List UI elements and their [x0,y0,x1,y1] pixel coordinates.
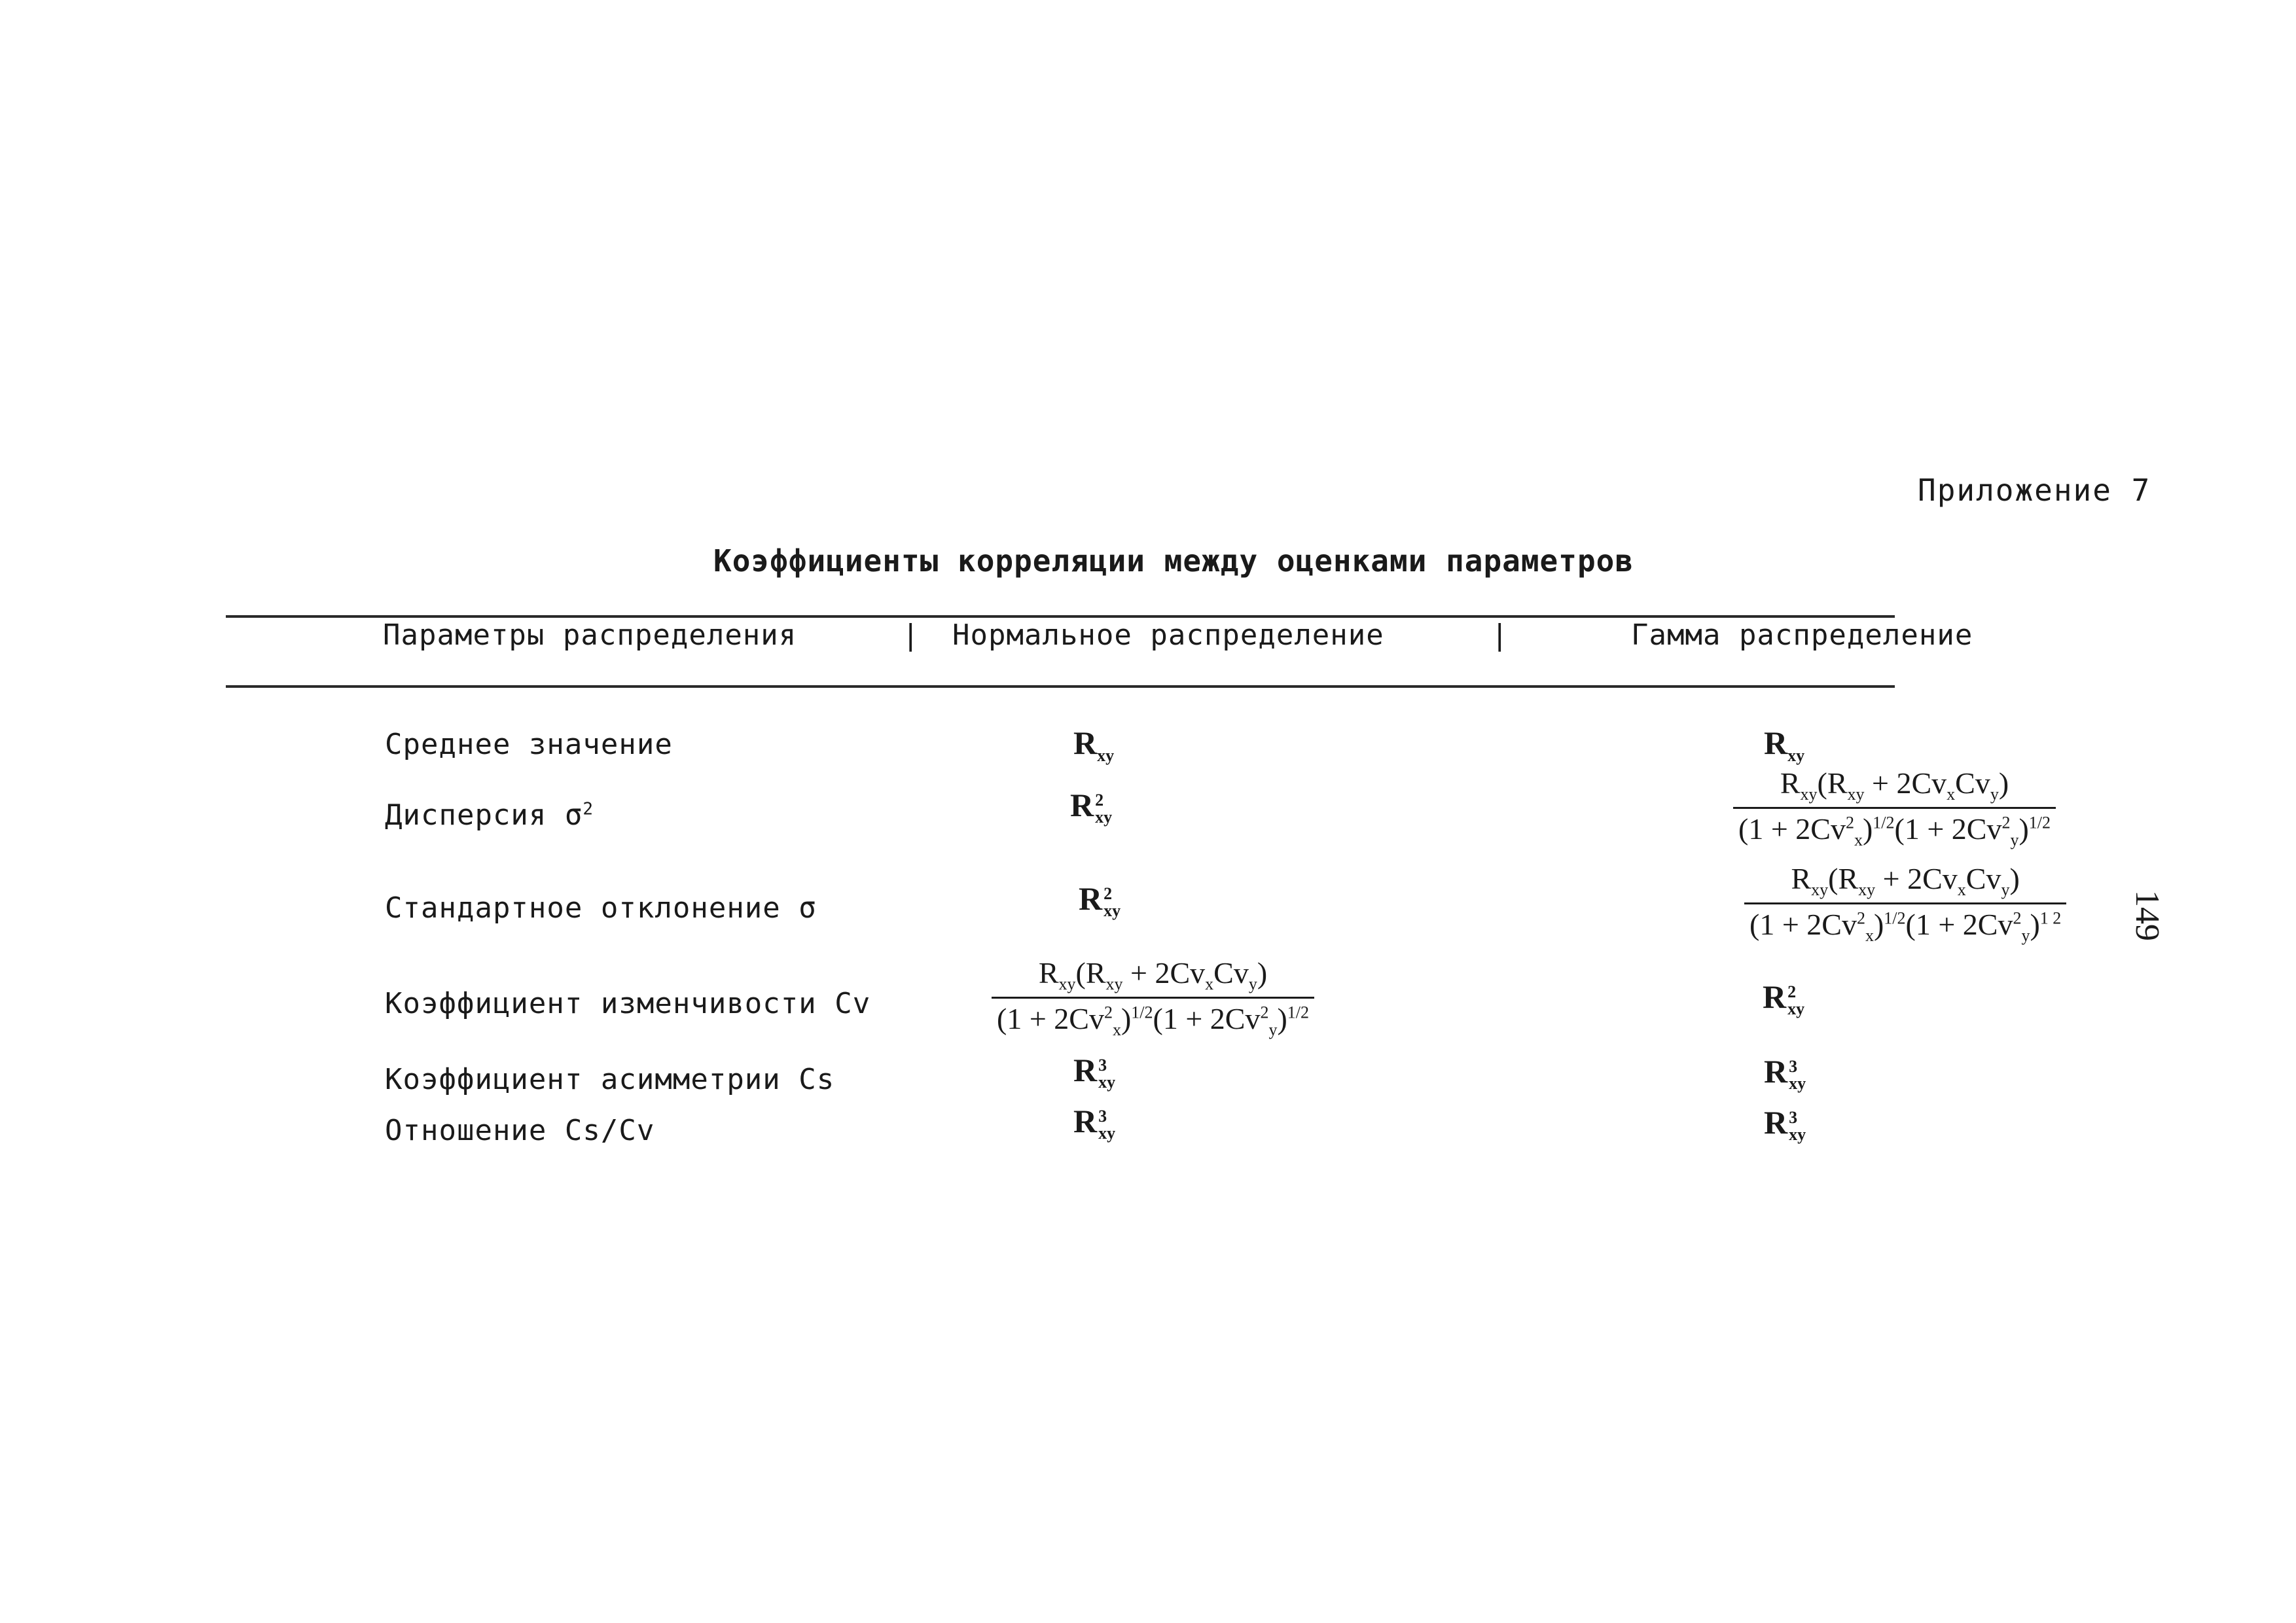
gamma-stddev-cell [1744,863,2066,946]
row-label-cv: Коэффициент изменчивости Cv [385,987,871,1020]
header-separator: | [1491,618,1509,652]
normal-mean-cell: $R_{xy}$ [1073,724,1115,765]
row-label-cs-cv: Отношение Cs/Cv [385,1114,655,1147]
fraction-numerator: $R_{xy}(R_{xy} + 2Cv_xCv_y)$ [1780,766,2009,804]
table-top-rule [226,615,1895,618]
appendix-label: Приложение 7 [1918,473,2151,508]
row-label-cs: Коэффициент асимметрии Cs [385,1063,835,1096]
fraction-denominator: $(1 + 2Cv^2_x)^{1/2}(1 + 2Cv^2_y)^{1/2}$ [1733,807,2056,850]
fraction-denominator: $(1 + 2Cv^2_x)^{1/2}(1 + 2Cv^2_y)^{1/2}$ [992,997,1314,1040]
normal-cs-cv-cell: R 3 xy [1073,1103,1116,1143]
header-normal: Нормальное распределение [952,618,1384,652]
header-gamma: Гамма распределение [1631,618,1973,652]
normal-cv-cell [992,957,1314,1040]
header-separator: | [902,618,920,652]
header-params: Параметры распределения [383,618,797,652]
page-number: 149 [2128,890,2166,941]
table-header-rule [226,685,1895,688]
gamma-variance-cell [1733,767,2056,850]
table-title: Коэффициенты корреляции между оценками параметров [713,543,1634,579]
fraction-numerator: $R_{xy}(R_{xy} + 2Cv_xCv_y)$ [1038,956,1268,994]
normal-stddev-cell: R 2 xy [1079,880,1121,920]
normal-variance-cell: R 2 xy [1070,787,1113,827]
fraction-denominator: $(1 + 2Cv^2_x)^{1/2}(1 + 2Cv^2_y)^{1 2}$ [1744,902,2066,946]
gamma-cs-cell: R 3 xy [1764,1053,1806,1093]
gamma-cs-cv-cell: R 3 xy [1764,1104,1806,1144]
gamma-mean-cell: $R_{xy}$ [1764,724,1805,765]
row-label-mean: Среднее значение [385,728,673,761]
gamma-cv-cell: R 2 xy [1763,978,1805,1018]
row-label-stddev: Стандартное отклонение σ [385,891,817,925]
fraction-numerator: $R_{xy}(R_{xy} + 2Cv_xCv_y)$ [1791,862,2020,900]
normal-cs-cell: R 3 xy [1073,1052,1116,1092]
row-label-variance: Дисперсия $\sigma^2$ [385,798,594,832]
